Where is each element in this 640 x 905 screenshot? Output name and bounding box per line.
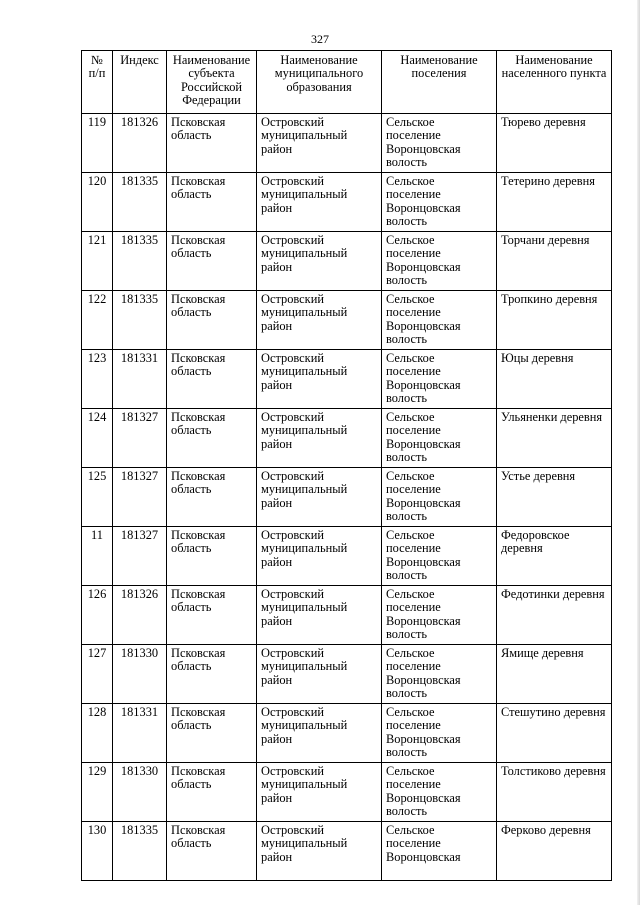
cell-settlement: Сельское поселение Воронцовская волость bbox=[382, 468, 497, 527]
cell-municipality: Островский муниципальный район bbox=[257, 822, 382, 881]
cell-locality: Федоровское деревня bbox=[497, 527, 612, 586]
table-row bbox=[82, 763, 612, 822]
cell-settlement: Сельское поселение Воронцовская волость bbox=[382, 527, 497, 586]
cell-subject: Псковская область bbox=[167, 468, 257, 527]
cell-settlement: Сельское поселение Воронцовская волость bbox=[382, 704, 497, 763]
cell-subject: Псковская область bbox=[167, 173, 257, 232]
cell-municipality: Островский муниципальный район bbox=[257, 763, 382, 822]
cell-settlement: Сельское поселение Воронцовская волость bbox=[382, 409, 497, 468]
header-num: № п/п bbox=[82, 51, 113, 114]
cell-num: 120 bbox=[82, 173, 113, 232]
cell-municipality: Островский муниципальный район bbox=[257, 645, 382, 704]
cell-num: 128 bbox=[82, 704, 113, 763]
cell-subject: Псковская область bbox=[167, 350, 257, 409]
cell-subject: Псковская область bbox=[167, 704, 257, 763]
cell-num: 122 bbox=[82, 291, 113, 350]
cell-num: 119 bbox=[82, 114, 113, 173]
cell-num: 130 bbox=[82, 822, 113, 881]
cell-index: 181326 bbox=[113, 114, 167, 173]
cell-num: 127 bbox=[82, 645, 113, 704]
cell-municipality: Островский муниципальный район bbox=[257, 173, 382, 232]
cell-index: 181331 bbox=[113, 350, 167, 409]
cell-index: 181330 bbox=[113, 645, 167, 704]
table-body bbox=[82, 114, 612, 881]
cell-municipality: Островский муниципальный район bbox=[257, 114, 382, 173]
table-row bbox=[82, 468, 612, 527]
cell-index: 181327 bbox=[113, 527, 167, 586]
cell-num: 129 bbox=[82, 763, 113, 822]
cell-index: 181335 bbox=[113, 173, 167, 232]
cell-subject: Псковская область bbox=[167, 409, 257, 468]
cell-settlement: Сельское поселение Воронцовская волость bbox=[382, 586, 497, 645]
cell-index: 181326 bbox=[113, 586, 167, 645]
table-row bbox=[82, 704, 612, 763]
table-row bbox=[82, 409, 612, 468]
cell-index: 181327 bbox=[113, 409, 167, 468]
cell-locality: Стешутино деревня bbox=[497, 704, 612, 763]
cell-settlement: Сельское поселение Воронцовская волость bbox=[382, 763, 497, 822]
cell-locality: Толстиково деревня bbox=[497, 763, 612, 822]
cell-municipality: Островский муниципальный район bbox=[257, 350, 382, 409]
header-index: Индекс bbox=[113, 51, 167, 114]
cell-settlement: Сельское поселение Воронцовская волость bbox=[382, 114, 497, 173]
cell-municipality: Островский муниципальный район bbox=[257, 291, 382, 350]
cell-index: 181335 bbox=[113, 291, 167, 350]
header-settlement: Наименование поселения bbox=[382, 51, 497, 114]
cell-index: 181327 bbox=[113, 468, 167, 527]
cell-settlement: Сельское поселение Воронцовская волость bbox=[382, 173, 497, 232]
cell-locality: Ульяненки деревня bbox=[497, 409, 612, 468]
table-row bbox=[82, 291, 612, 350]
table-header bbox=[82, 51, 612, 114]
cell-subject: Псковская область bbox=[167, 527, 257, 586]
table-row bbox=[82, 527, 612, 586]
table-row bbox=[82, 586, 612, 645]
cell-settlement: Сельское поселение Воронцовская волость bbox=[382, 232, 497, 291]
cell-settlement: Сельское поселение Воронцовская волость bbox=[382, 291, 497, 350]
cell-num: 123 bbox=[82, 350, 113, 409]
cell-settlement: Сельское поселение Воронцовская волость bbox=[382, 645, 497, 704]
table-row bbox=[82, 232, 612, 291]
header-row bbox=[82, 51, 612, 114]
cell-num: 125 bbox=[82, 468, 113, 527]
cell-locality: Тропкино деревня bbox=[497, 291, 612, 350]
table-row bbox=[82, 173, 612, 232]
cell-locality: Торчани деревня bbox=[497, 232, 612, 291]
page-number: 327 bbox=[311, 32, 329, 46]
cell-municipality: Островский муниципальный район bbox=[257, 527, 382, 586]
cell-municipality: Островский муниципальный район bbox=[257, 586, 382, 645]
cell-subject: Псковская область bbox=[167, 822, 257, 881]
cell-num: 121 bbox=[82, 232, 113, 291]
cell-subject: Псковская область bbox=[167, 291, 257, 350]
cell-subject: Псковская область bbox=[167, 114, 257, 173]
cell-num: 126 bbox=[82, 586, 113, 645]
header-locality: Наименование населенного пункта bbox=[497, 51, 612, 114]
cell-num: 124 bbox=[82, 409, 113, 468]
cell-index: 181330 bbox=[113, 763, 167, 822]
cell-settlement: Сельское поселение Воронцовская bbox=[382, 822, 497, 881]
cell-locality: Федотинки деревня bbox=[497, 586, 612, 645]
cell-municipality: Островский муниципальный район bbox=[257, 704, 382, 763]
cell-locality: Тетерино деревня bbox=[497, 173, 612, 232]
cell-locality: Юцы деревня bbox=[497, 350, 612, 409]
table-row bbox=[82, 645, 612, 704]
table-row bbox=[82, 822, 612, 881]
settlements-table bbox=[81, 50, 612, 881]
cell-locality: Ферково деревня bbox=[497, 822, 612, 881]
table-row bbox=[82, 350, 612, 409]
cell-index: 181335 bbox=[113, 822, 167, 881]
cell-settlement: Сельское поселение Воронцовская волость bbox=[382, 350, 497, 409]
cell-index: 181335 bbox=[113, 232, 167, 291]
cell-subject: Псковская область bbox=[167, 645, 257, 704]
header-municipality: Наименование муниципального образования bbox=[257, 51, 382, 114]
cell-locality: Ямище деревня bbox=[497, 645, 612, 704]
cell-subject: Псковская область bbox=[167, 586, 257, 645]
table-row bbox=[82, 114, 612, 173]
cell-locality: Устье деревня bbox=[497, 468, 612, 527]
cell-locality: Тюрево деревня bbox=[497, 114, 612, 173]
cell-num: 11 bbox=[82, 527, 113, 586]
cell-index: 181331 bbox=[113, 704, 167, 763]
cell-municipality: Островский муниципальный район bbox=[257, 232, 382, 291]
cell-subject: Псковская область bbox=[167, 232, 257, 291]
cell-subject: Псковская область bbox=[167, 763, 257, 822]
cell-municipality: Островский муниципальный район bbox=[257, 409, 382, 468]
header-subject: Наименование субъекта Российской Федерации bbox=[167, 51, 257, 114]
cell-municipality: Островский муниципальный район bbox=[257, 468, 382, 527]
